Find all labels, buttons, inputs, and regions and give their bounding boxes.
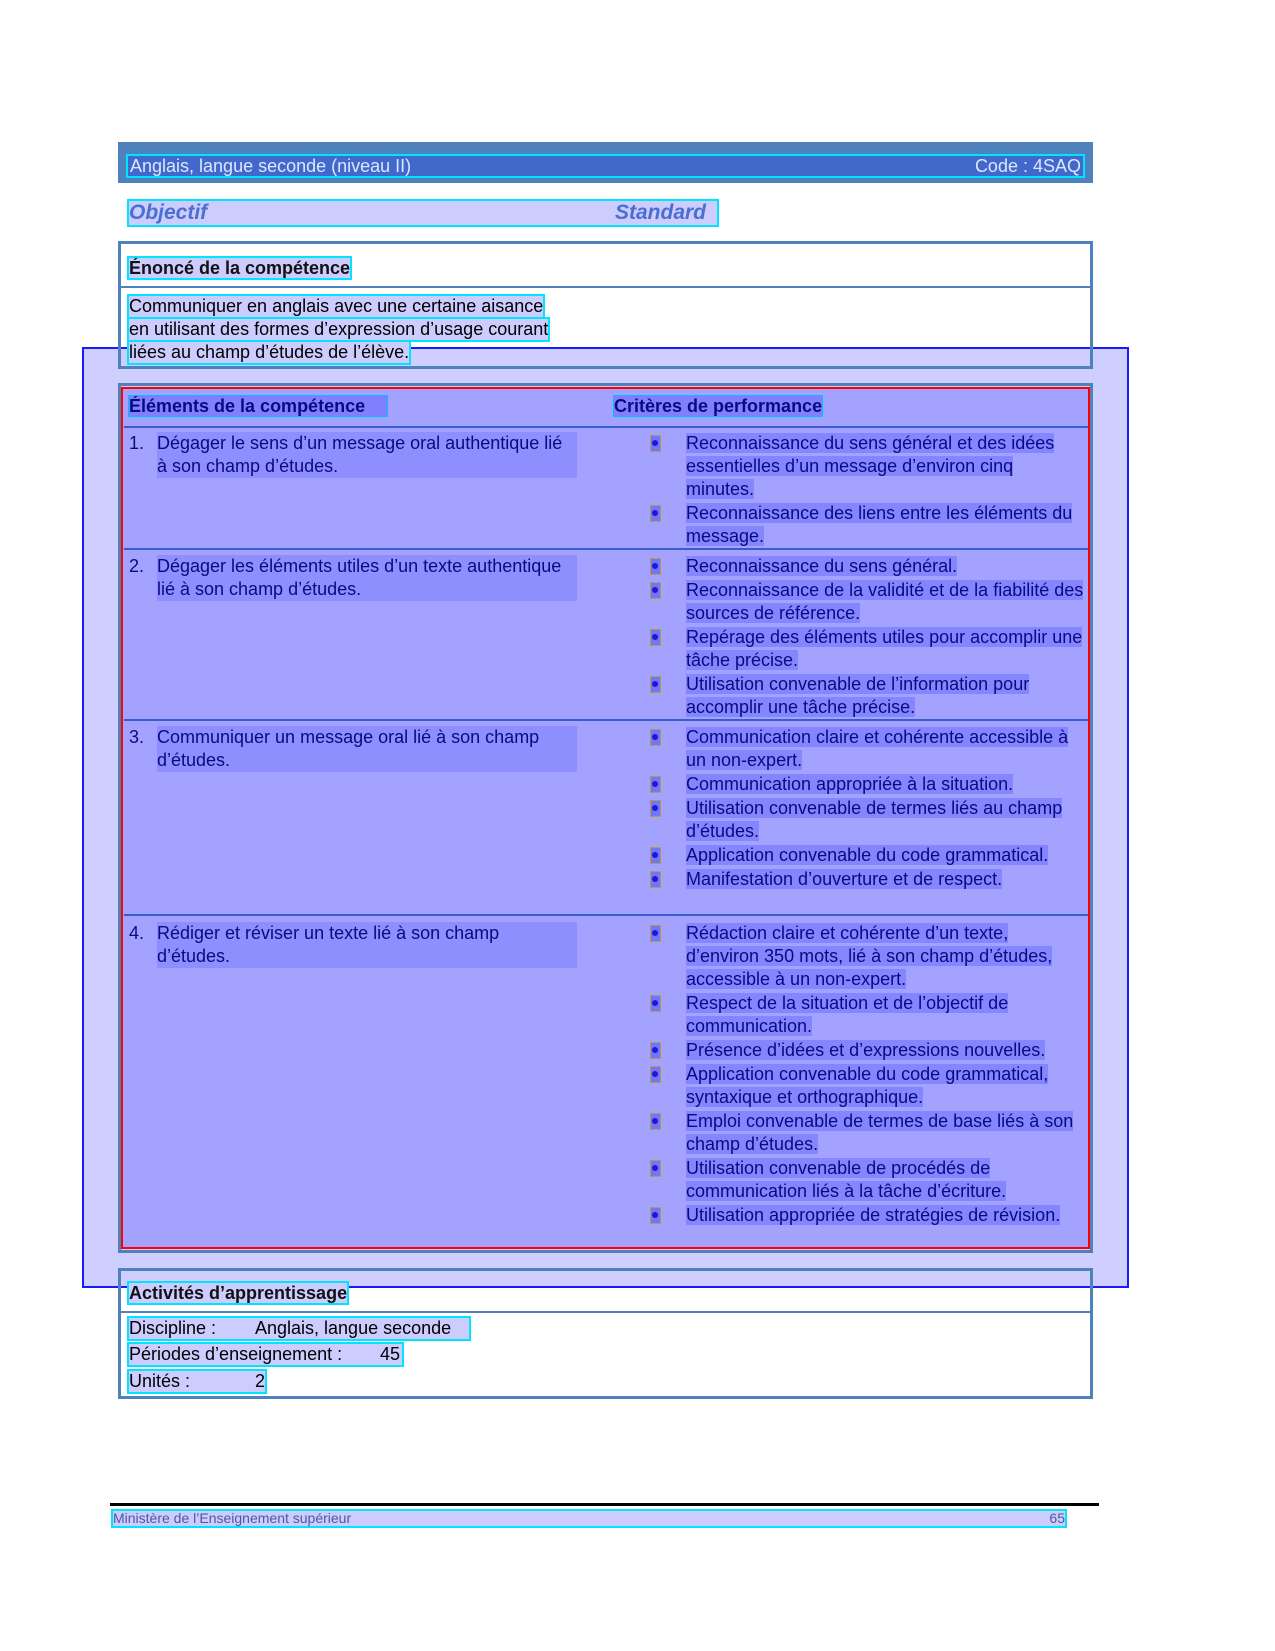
criterion-item (651, 797, 1086, 843)
periods-row (129, 1344, 402, 1365)
bullet-icon (651, 730, 660, 745)
element-number: 2. (129, 556, 145, 576)
criterion-item (651, 868, 1086, 891)
bullet-icon (651, 801, 660, 816)
criterion-item (651, 773, 1086, 796)
bullet-icon (651, 559, 660, 574)
footer-rule (110, 1503, 1099, 1506)
criterion-item (651, 502, 1086, 548)
criteria-list (651, 922, 1086, 1228)
bullet-icon (651, 848, 660, 863)
criterion-text: Utilisation convenable de procédés de communication liés à la tâche d’écriture. (686, 1158, 1007, 1201)
criterion-item (651, 1204, 1086, 1227)
element-text: Rédiger et réviser un texte lié à son champ d’études. (157, 922, 577, 968)
criterion-text: Manifestation d’ouverture et de respect. (686, 869, 1003, 889)
bullet-icon (651, 1161, 660, 1176)
criteria-list (651, 555, 1086, 720)
criterion-text: Reconnaissance des liens entre les éléments du message. (686, 503, 1073, 546)
discipline-label: Discipline : (129, 1318, 217, 1338)
criteria-list (651, 432, 1086, 549)
competency-element (129, 922, 669, 968)
discipline-row (129, 1318, 469, 1339)
row-divider (124, 426, 1088, 428)
criterion-text: Reconnaissance du sens général et des idées essentielles d’un message d’environ cinq minutes. (686, 433, 1055, 499)
criterion-item (651, 1157, 1086, 1203)
statement-line: liées au champ d’études de l’élève. (129, 342, 410, 362)
element-number: 4. (129, 923, 145, 943)
criterion-item (651, 1063, 1086, 1109)
statement-line: en utilisant des formes d’expression d’usage courant (129, 319, 549, 339)
learning-activities-box (118, 1268, 1093, 1399)
criterion-text: Rédaction claire et cohérente d’un texte, d’environ 350 mots, lié à son champ d’études, accessible à un non-expert. (686, 923, 1053, 989)
criterion-item (651, 844, 1086, 867)
criterion-text: Application convenable du code grammatical, syntaxique et orthographique. (686, 1064, 1049, 1107)
bullet-icon (651, 677, 660, 692)
bullet-icon (651, 872, 660, 887)
criteria-list (651, 726, 1086, 892)
criterion-item (651, 673, 1086, 719)
bullet-icon (651, 583, 660, 598)
col-header-elements: Éléments de la compétence (129, 396, 387, 416)
criterion-item (651, 555, 1086, 578)
criterion-text: Emploi convenable de termes de base liés à son champ d’études. (686, 1111, 1074, 1154)
criterion-text: Reconnaissance du sens général. (686, 556, 958, 576)
criterion-text: Application convenable du code grammatical. (686, 845, 1049, 865)
criterion-text: Utilisation convenable de l’information pour accomplir une tâche précise. (686, 674, 1030, 717)
criterion-text: Respect de la situation et de l’objectif de communication. (686, 993, 1009, 1036)
activities-title: Activités d’apprentissage (129, 1283, 348, 1303)
element-text: Communiquer un message oral lié à son champ d’études. (157, 726, 577, 772)
bullet-icon (651, 1067, 660, 1082)
element-text: Dégager les éléments utiles d’un texte authentique lié à son champ d’études. (157, 555, 577, 601)
page-footer (113, 1511, 1065, 1526)
units-value: 2 (255, 1371, 266, 1391)
col-header-criteria: Critères de performance (614, 396, 823, 416)
criterion-item (651, 626, 1086, 672)
bullet-icon (651, 630, 660, 645)
bullet-icon (651, 506, 660, 521)
criterion-text: Communication appropriée à la situation. (686, 774, 1014, 794)
criterion-text: Communication claire et cohérente accessible à un non-expert. (686, 727, 1069, 770)
competency-element (129, 726, 669, 772)
periods-label: Périodes d’enseignement : (129, 1344, 343, 1364)
competency-element (129, 555, 669, 601)
standard-label: Standard (615, 201, 707, 224)
element-number: 3. (129, 727, 145, 747)
criterion-text: Présence d’idées et d’expressions nouvelles. (686, 1040, 1046, 1060)
criterion-text: Reconnaissance de la validité et de la fiabilité des sources de référence. (686, 580, 1084, 623)
objective-label: Objectif (129, 201, 208, 224)
bullet-icon (651, 926, 660, 941)
course-title: Anglais, langue seconde (niveau II) (130, 156, 412, 176)
units-label: Unités : (129, 1371, 191, 1391)
bullet-icon (651, 436, 660, 451)
criterion-item (651, 922, 1086, 991)
statement-title: Énoncé de la compétence (129, 258, 351, 278)
criterion-item (651, 432, 1086, 501)
competency-statement-box (118, 241, 1093, 369)
criterion-item (651, 1110, 1086, 1156)
criterion-item (651, 726, 1086, 772)
bullet-icon (651, 1208, 660, 1223)
element-text: Dégager le sens d’un message oral authentique lié à son champ d’études. (157, 432, 577, 478)
criterion-item (651, 992, 1086, 1038)
criterion-text: Repérage des éléments utiles pour accomplir une tâche précise. (686, 627, 1083, 670)
periods-value: 45 (380, 1344, 401, 1364)
units-row (129, 1371, 265, 1392)
bullet-icon (651, 1114, 660, 1129)
page-number: 65 (1049, 1510, 1065, 1526)
discipline-value: Anglais, langue seconde (255, 1318, 452, 1338)
course-header-bar (118, 142, 1093, 183)
objective-standard-heading (129, 201, 717, 225)
footer-ministry: Ministère de l’Enseignement supérieur (113, 1510, 352, 1526)
bullet-icon (651, 996, 660, 1011)
criterion-text: Utilisation convenable de termes liés au champ d’études. (686, 798, 1063, 841)
criterion-item (651, 1039, 1086, 1062)
row-divider (124, 914, 1088, 916)
course-code: Code : 4SAQ (974, 156, 1081, 176)
element-number: 1. (129, 433, 145, 453)
bullet-icon (651, 777, 660, 792)
criterion-item (651, 579, 1086, 625)
statement-line: Communiquer en anglais avec une certaine aisance (129, 296, 544, 316)
competency-element (129, 432, 669, 478)
bullet-icon (651, 1043, 660, 1058)
criterion-text: Utilisation appropriée de stratégies de révision. (686, 1205, 1061, 1225)
